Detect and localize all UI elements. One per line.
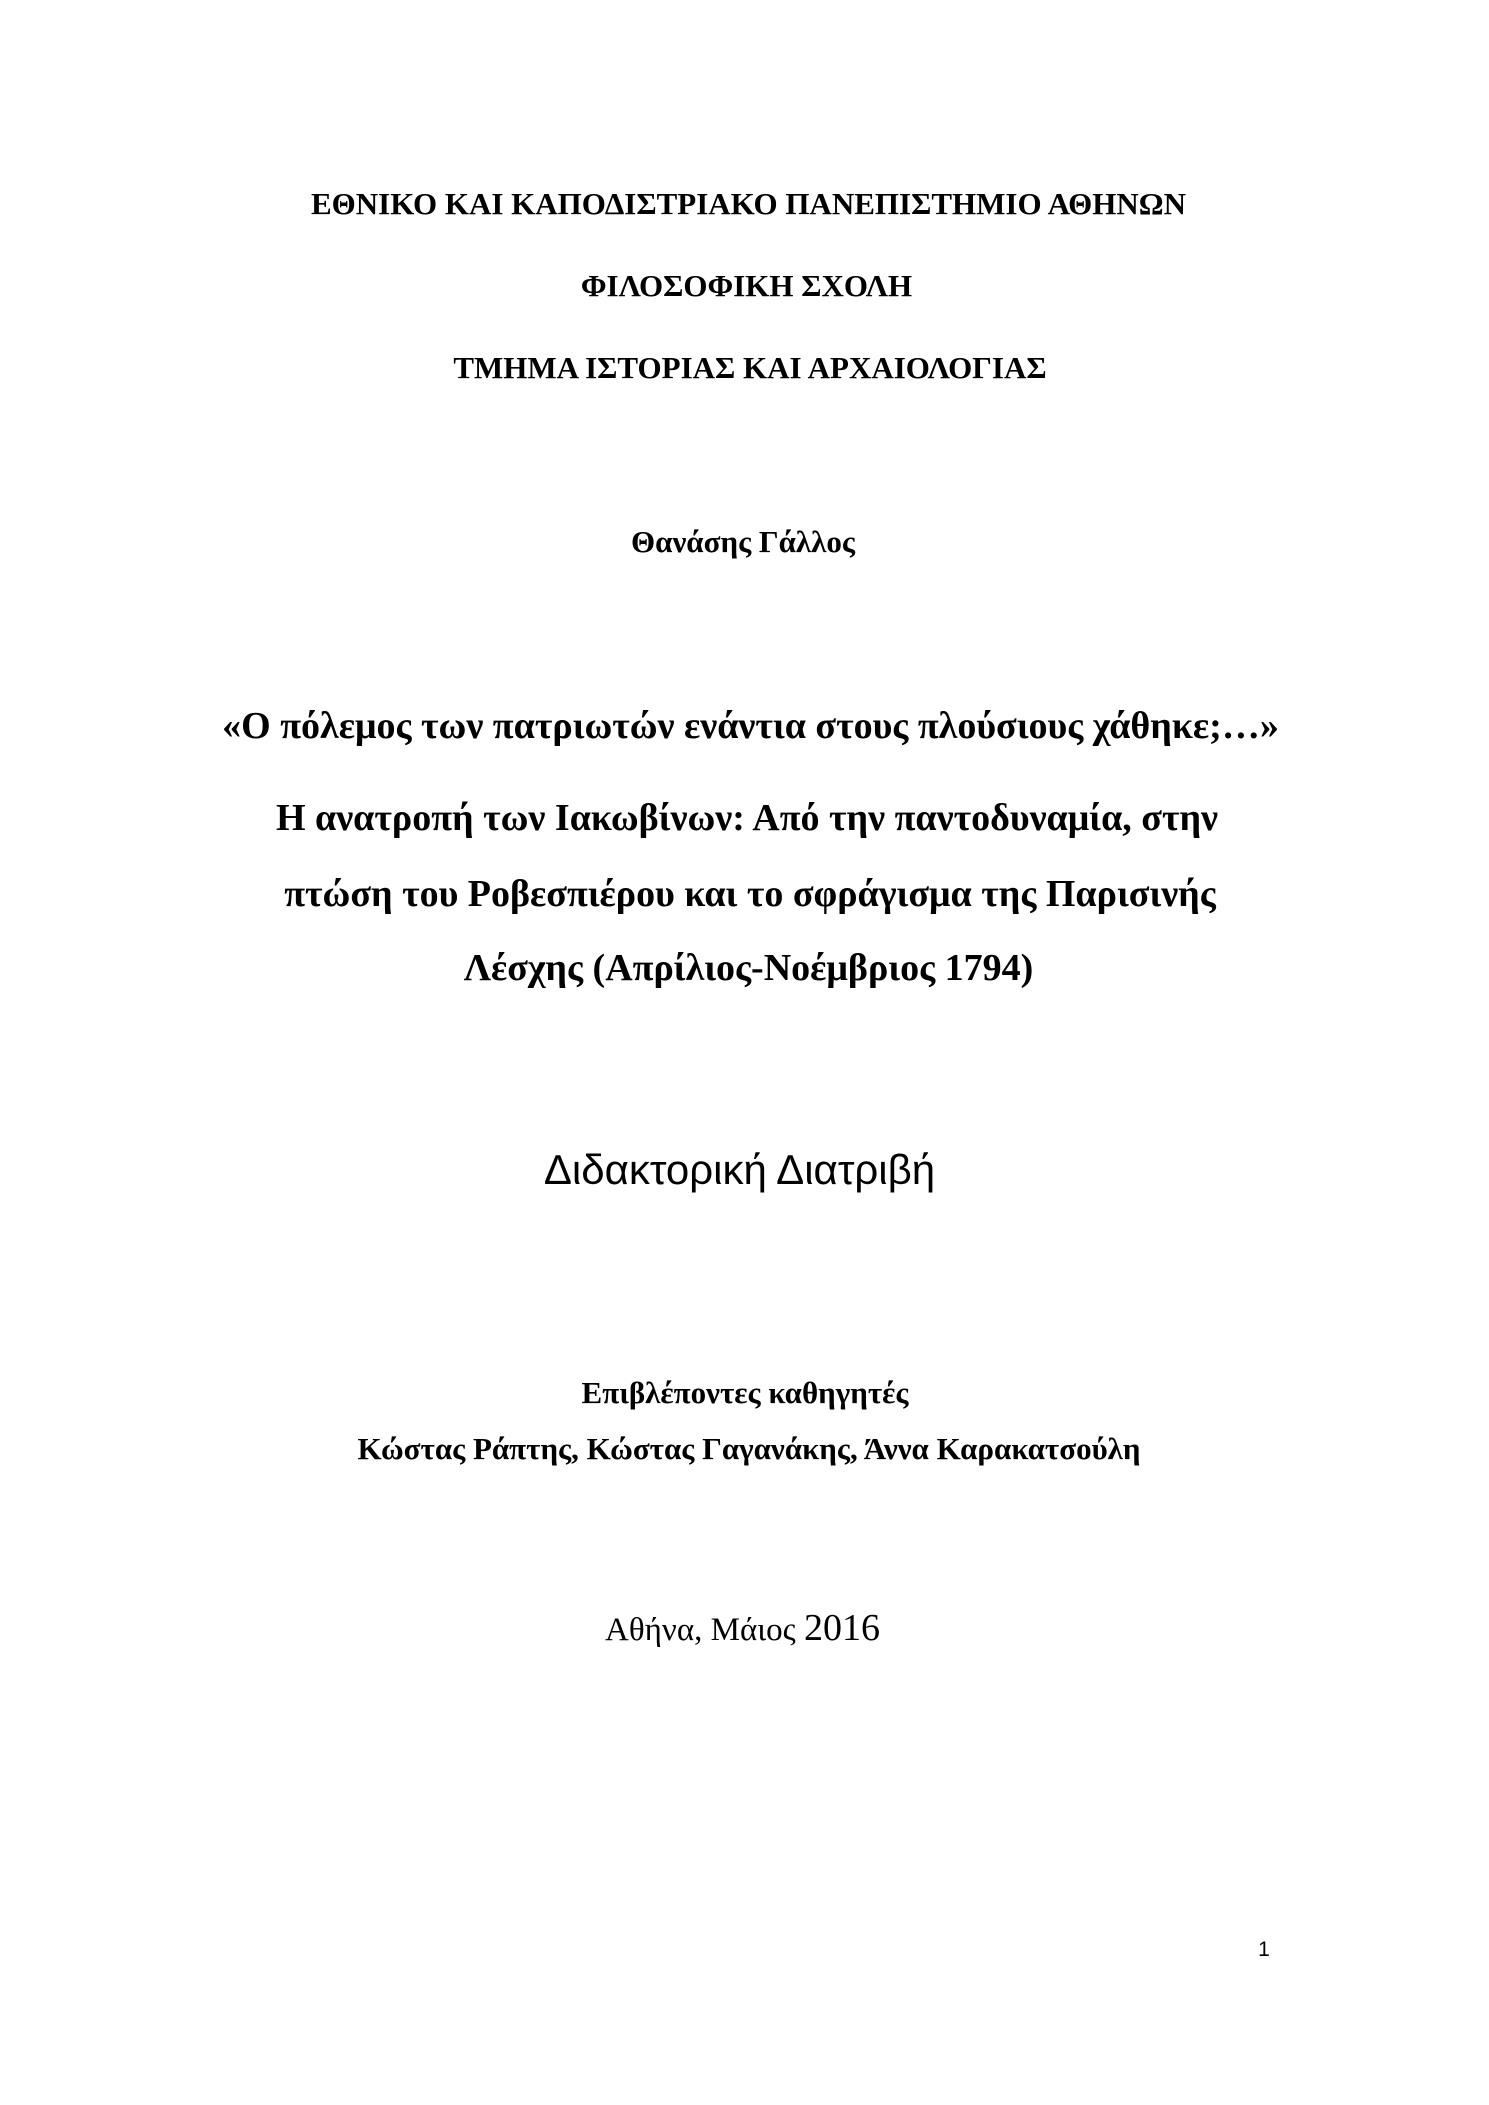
supervisors-label: Επιβλέποντες καθηγητές	[581, 1375, 909, 1410]
place-text: Αθήνα, Μάιος	[605, 1612, 804, 1648]
department-name: ΤΜΗΜΑ ΙΣΤΟΡΙΑΣ ΚΑΙ ΑΡΧΑΙΟΛΟΓΙΑΣ	[453, 350, 1047, 385]
author-name: Θανάσης Γάλλος	[631, 524, 855, 559]
thesis-title-quote: «Ο πόλεμος των πατριωτών ενάντια στους πλούσιους χάθηκε;…»	[222, 705, 1279, 747]
school-name: ΦΙΛΟΣΟΦΙΚΗ ΣΧΟΛΗ	[580, 268, 913, 303]
thesis-subtitle-line-3: Λέσχης (Απρίλιος-Νοέμβριος 1794)	[463, 947, 1034, 989]
place-and-date	[0, 1606, 1485, 1650]
university-name: ΕΘΝΙΚΟ ΚΑΙ ΚΑΠΟΔΙΣΤΡΙΑΚΟ ΠΑΝΕΠΙΣΤΗΜΙΟ ΑΘΗΝΩΝ	[310, 186, 1187, 221]
thesis-subtitle-line-2: πτώση του Ροβεσπιέρου και το σφράγισμα της Παρισινής	[284, 873, 1216, 915]
thesis-subtitle-line-1: Η ανατροπή των Ιακωβίνων: Από την παντοδυναμία, στην	[275, 797, 1219, 839]
supervisors-names: Κώστας Ράπτης, Κώστας Γαγανάκης, Άννα Καρακατσούλη	[357, 1431, 1141, 1466]
year-text: 2016	[803, 1607, 880, 1649]
degree-type: Διδακτορική Διατριβή	[543, 1146, 936, 1193]
page-number: 1	[1258, 1938, 1270, 1961]
